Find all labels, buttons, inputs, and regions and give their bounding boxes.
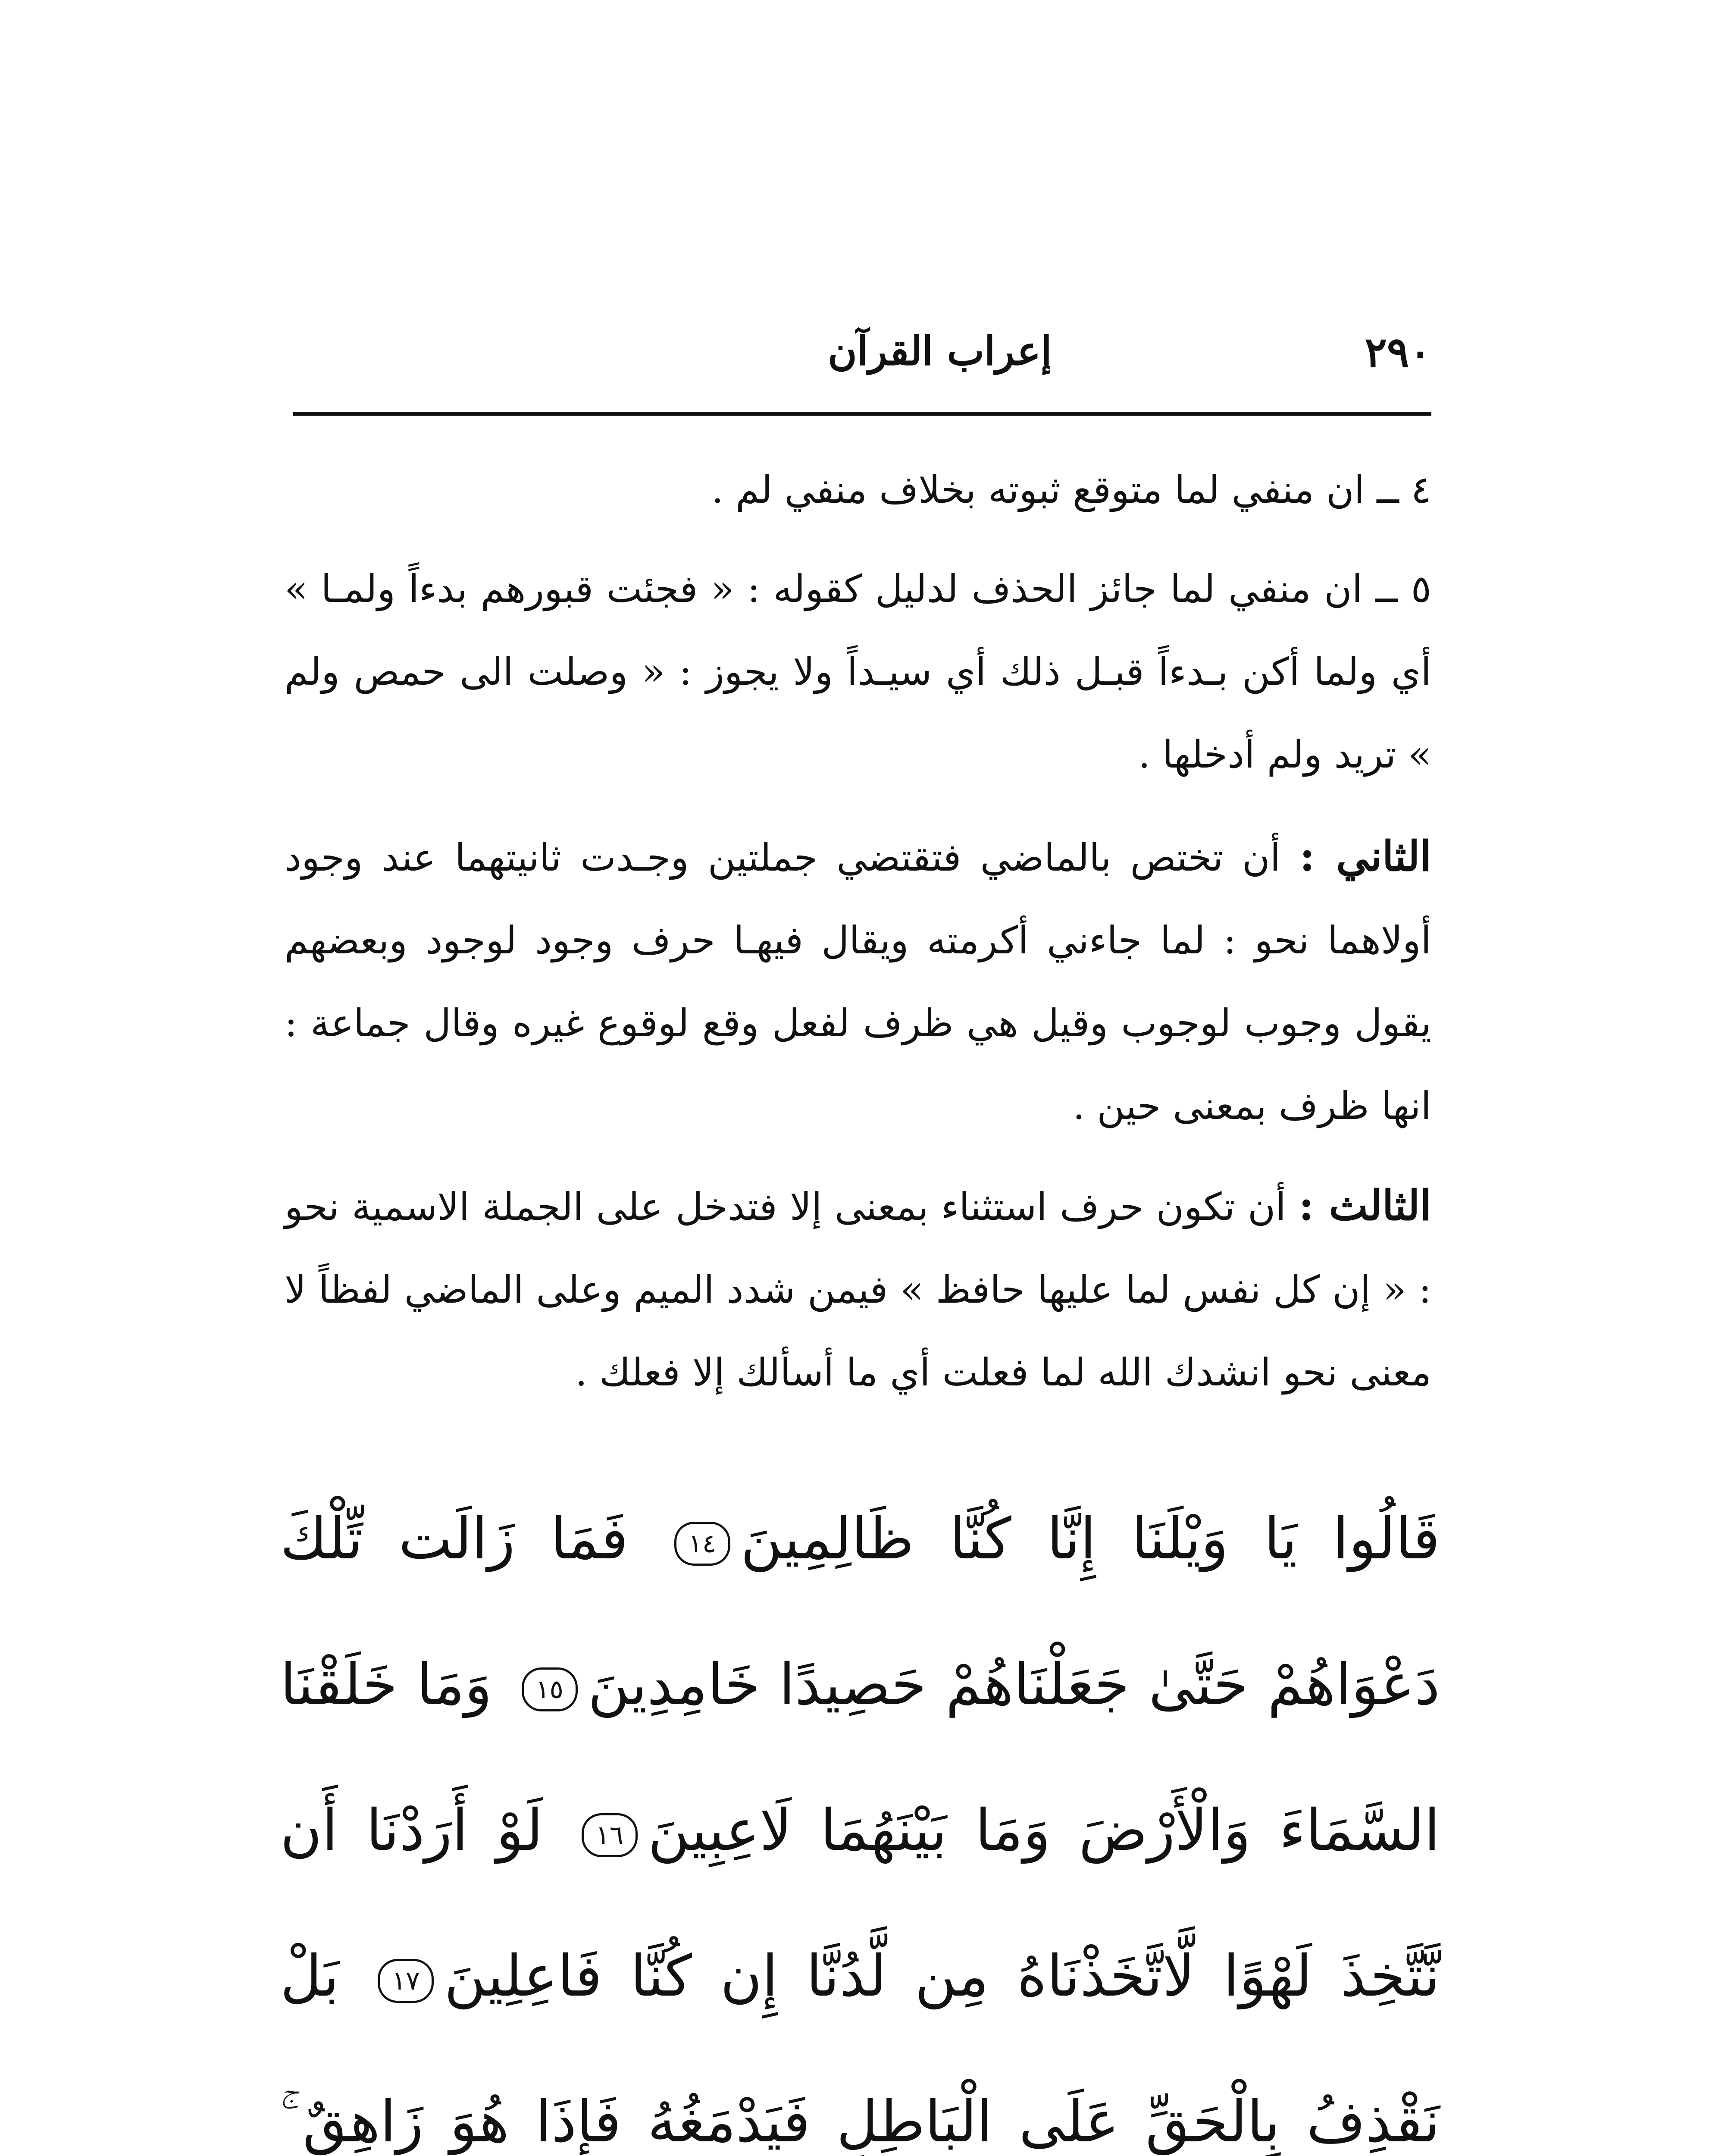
verse-text: فَمَا زَالَت تِّلْكَ دَعْوَاهُمْ حَتَّىٰ جَعَلْنَاهُمْ حَصِيدًا خَامِدِينَ <box>280 1506 1440 1718</box>
verse-text: لَوْ أَرَدْنَا أَن نَّتَّخِذَ لَهْوًا لَّاتَّخَذْنَاهُ مِن لَّدُنَّا إِن كُنَّا فَاعِلِينَ <box>280 1797 1440 2009</box>
section-third <box>285 1164 1431 1414</box>
header-rule <box>293 412 1431 416</box>
section-text: أن تكون حرف استثناء بمعنى إلا فتدخل على الجملة الاسمية نحو : « إن كل نفس لما عليها حافظ » فيمن شدد الميم وعلى الماضي لفظاً لا معنى نحو انشدك الله لما فعلت أي ما أسألك إلا فعلك . <box>285 1185 1431 1395</box>
list-item-text: ٤ ــ ان منفي لما متوقع ثبوته بخلاف منفي لم . <box>711 467 1431 512</box>
ayah-number-marker: ١٦ <box>582 1813 638 1857</box>
page-number: ٢٩٠ <box>1365 328 1431 376</box>
verse-text: قَالُوا يَا وَيْلَنَا إِنَّا كُنَّا ظَالِمِينَ <box>740 1506 1440 1572</box>
section-second <box>285 815 1431 1147</box>
ayah-number-marker: ١٧ <box>378 1959 434 2003</box>
list-item-5 <box>285 548 1431 796</box>
section-text: أن تختص بالماضي فتقتضي جملتين وجـدت ثانيتهما عند وجود أولاهما نحو : لما جاءني أكرمته ويقال فيهـا حرف وجود لوجود وبعضهم يقول وجوب لوجوب وقيل هي ظرف لفعل وقع لوقوع غيره وقال جماعة : انها ظرف بمعنى حين . <box>285 835 1431 1128</box>
ayah-number-marker: ١٥ <box>522 1667 578 1711</box>
list-item-4 <box>285 448 1431 531</box>
list-item-text: ٥ ــ ان منفي لما جائز الحذف لدليل كقوله : « فجئت قبورهم بدءاً ولمـا » أي ولما أكن بـدءاً قبـل ذلك أي سيـداً ولا يجوز : « وصلت الى حمص ولم » تريد ولم أدخلها . <box>285 567 1431 777</box>
section-term: الثاني : <box>1299 832 1431 881</box>
ayah-number-marker: ١٤ <box>674 1522 730 1566</box>
running-title: إعراب القرآن <box>828 328 1052 374</box>
section-paragraph <box>285 1164 1431 1414</box>
verse-text: وَمَا خَلَقْنَا السَّمَاءَ وَالْأَرْضَ وَمَا بَيْنَهُمَا لَاعِبِينَ <box>280 1651 1440 1864</box>
page-header <box>293 328 1431 392</box>
verse-text: بَلْ نَقْذِفُ بِالْحَقِّ عَلَى الْبَاطِلِ فَيَدْمَغُهُ فَإِذَا هُوَ زَاهِقٌ ۚ <box>280 1943 1440 2155</box>
quran-verses <box>280 1466 1440 2156</box>
section-paragraph <box>285 815 1431 1147</box>
section-term: الثالث : <box>1299 1181 1431 1230</box>
